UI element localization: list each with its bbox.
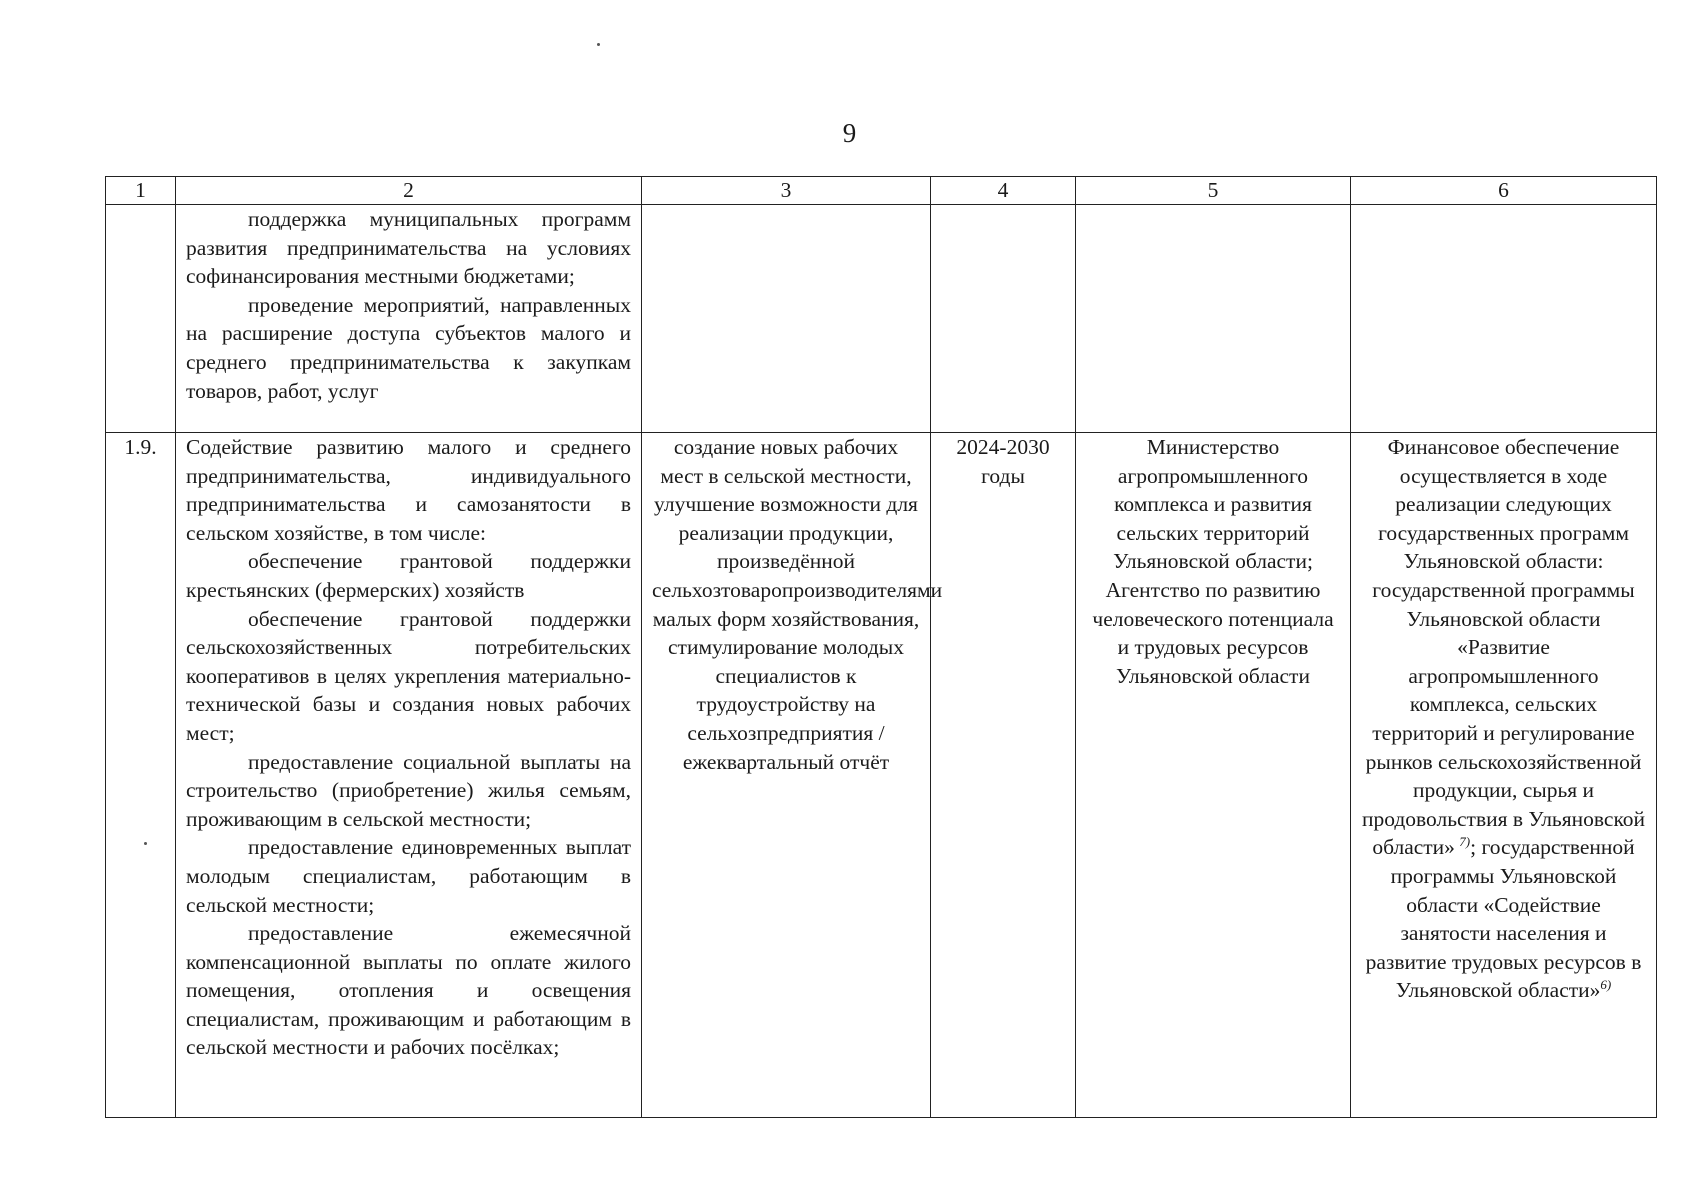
column-header-1: 1 — [106, 177, 176, 205]
cell-period: 2024-2030 годы — [931, 433, 1076, 1118]
cell-executor — [1076, 205, 1351, 433]
scan-speck — [144, 842, 147, 845]
measure-paragraph: поддержка муниципальных программ развития предпринимательства на условиях софинансирования местными бюджетами; — [186, 207, 631, 289]
column-header-6: 6 — [1351, 177, 1657, 205]
measure-paragraph: предоставление социальной выплаты на строительство (приобретение) жилья семьям, проживающим в сельской местности; — [186, 749, 631, 831]
cell-measure — [176, 433, 642, 1118]
column-header-5: 5 — [1076, 177, 1351, 205]
measure-paragraph: предоставление ежемесячной компенсационной выплаты по оплате жилого помещения, отопления и освещения специалистам, проживающим и работающим в сельской местности и рабочих посёлках; — [186, 921, 631, 1060]
column-header-2: 2 — [176, 177, 642, 205]
footnote-ref-7: 7) — [1459, 834, 1471, 850]
column-header-3: 3 — [642, 177, 931, 205]
cell-period — [931, 205, 1076, 433]
cell-number — [106, 205, 176, 433]
measure-paragraph: обеспечение грантовой поддержки крестьянских (фермерских) хозяйств — [186, 549, 631, 602]
cell-financing — [1351, 205, 1657, 433]
measure-paragraph: обеспечение грантовой поддержки сельскохозяйственных потребительских кооперативов в целях укрепления материально-технической базы и создания новых рабочих мест; — [186, 606, 631, 745]
financing-text-part2: ; государственной программы Ульяновской области «Содействие занятости населения и развитие трудовых ресурсов в Ульяновской области» — [1365, 835, 1642, 1003]
cell-measure — [176, 205, 642, 433]
cell-financing — [1351, 433, 1657, 1118]
page-number: 9 — [842, 118, 857, 148]
table-row-1-9 — [106, 433, 1657, 1118]
cell-number: 1.9. — [106, 433, 176, 1118]
measure-intro: Содействие развитию малого и среднего предпринимательства, индивидуального предпринимательства и самозанятости в сельском хозяйстве, в том числе: — [186, 435, 631, 545]
footnote-ref-6: 6) — [1600, 977, 1612, 993]
cell-result: создание новых рабочих мест в сельской местности, улучшение возможности для реализации продукции, произведённой сельхозтоваропроизводителями малых форм хозяйствования, стимулирование молодых специалистов к трудоустройству на сельхозпредприятия / ежеквартальный отчёт — [642, 433, 931, 1118]
table-row-continued — [106, 205, 1657, 433]
financing-text-part1: Финансовое обеспечение осуществляется в ходе реализации следующих государственных программ Ульяновской области: государственной программы Ульяновской области «Развитие агропромышленного комплекса, сельских территорий и регулирование рынков сельскохозяйственной продукции, сырья и продовольствия в Ульяновской области» — [1361, 435, 1646, 860]
cell-executor: Министерство агропромышленного комплекса и развития сельских территорий Ульяновской области; Агентство по развитию человеческого потенциала и трудовых ресурсов Ульяновской области — [1076, 433, 1351, 1118]
header-row — [106, 177, 1657, 205]
cell-result — [642, 205, 931, 433]
column-header-4: 4 — [931, 177, 1076, 205]
measure-paragraph: предоставление единовременных выплат молодым специалистам, работающим в сельской местности; — [186, 835, 631, 917]
measures-table — [105, 176, 1657, 1118]
scan-speck — [597, 43, 600, 46]
measure-paragraph: проведение мероприятий, направленных на расширение доступа субъектов малого и среднего предпринимательства к закупкам товаров, работ, услуг — [186, 292, 631, 403]
